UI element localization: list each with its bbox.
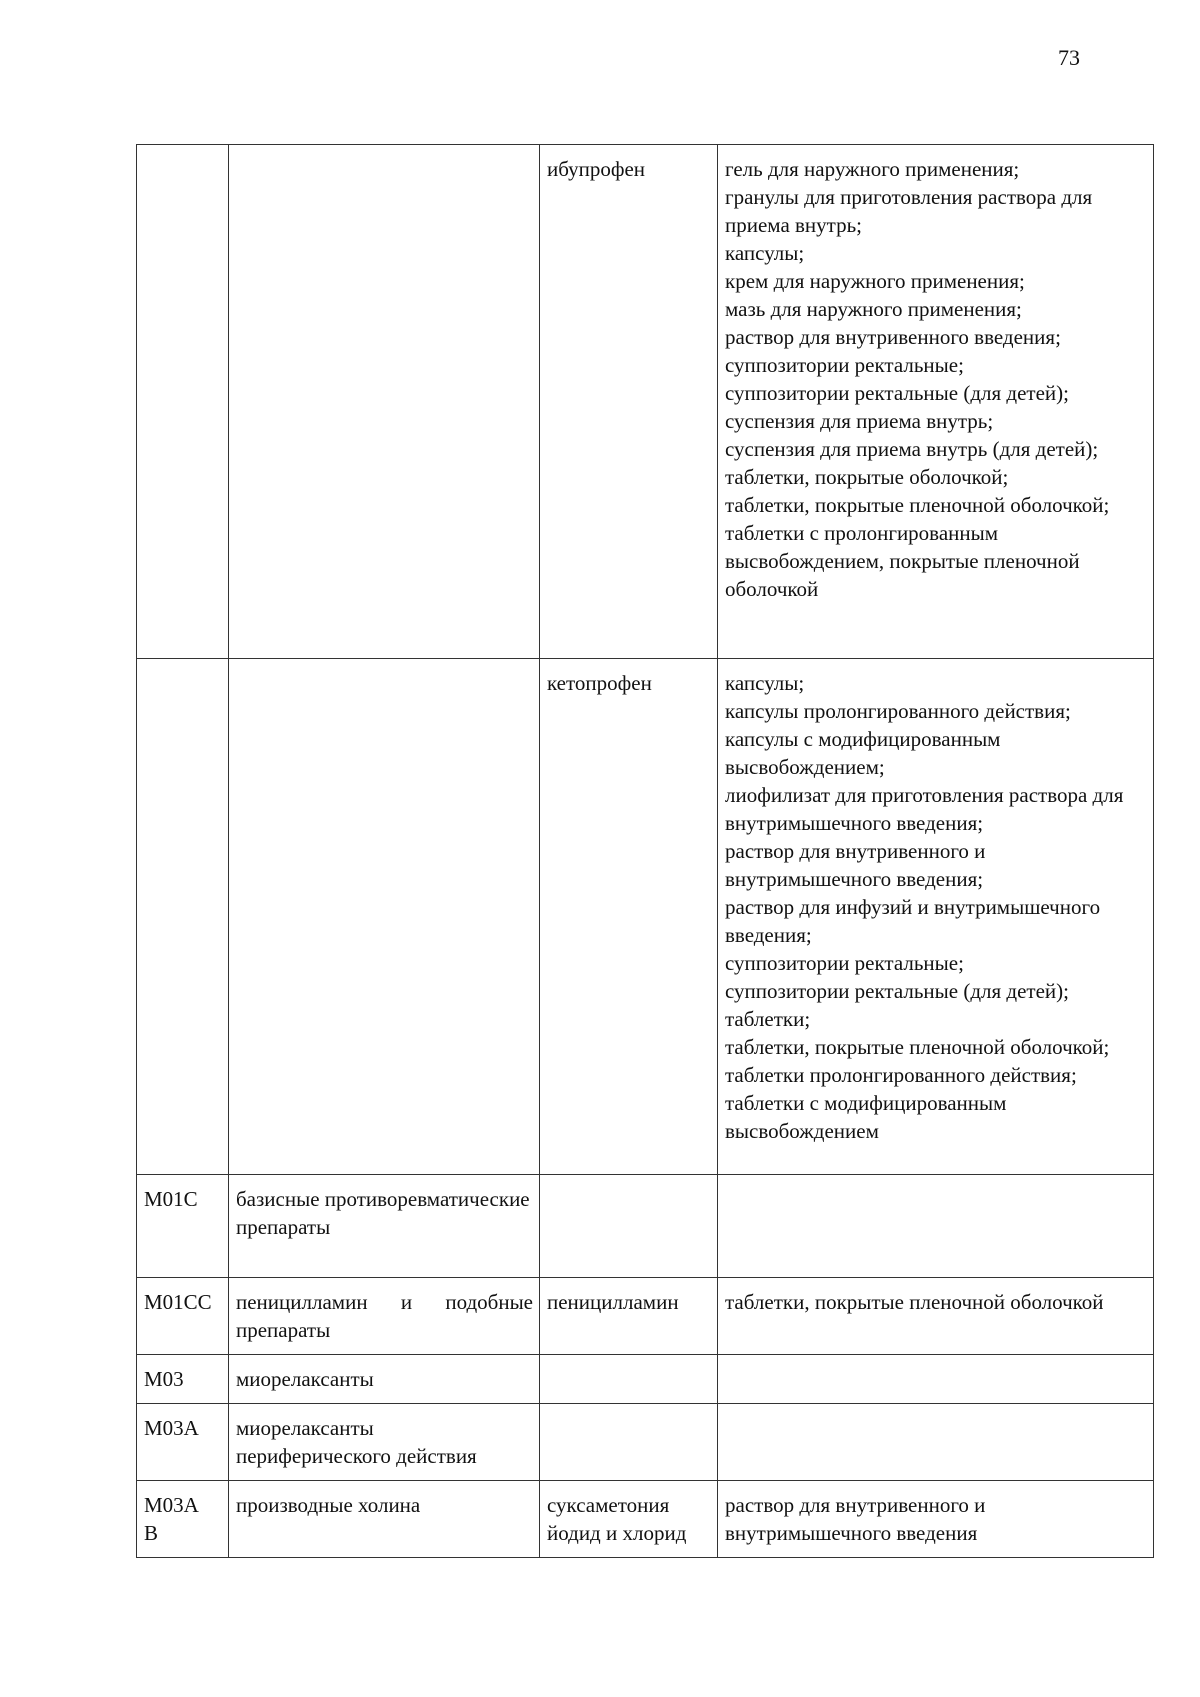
atc-code-cell: M01CC <box>137 1278 229 1355</box>
drug-name-cell <box>540 1175 718 1278</box>
group-last-line: препараты <box>236 1318 331 1342</box>
group-justified-line: пеницилламин и подобные <box>236 1290 533 1314</box>
table-row <box>137 659 1154 1175</box>
dosage-forms-cell: капсулы; капсулы пролонгированного действия; капсулы с модифицированным высвобождением; лиофилизат для приготовления раствора для внутримышечного введения; раствор для внутривенного и внутримышечного введения; раствор для инфузий и внутримышечного введения; суппозитории ректальные; суппозитории ректальные (для детей); таблетки; таблетки, покрытые пленочной оболочкой; таблетки пролонгированного действия; таблетки с модифицированным высвобождением <box>718 659 1154 1175</box>
table-row <box>137 1175 1154 1278</box>
table-row <box>137 1481 1154 1558</box>
drug-name-cell <box>540 1355 718 1404</box>
dosage-forms-cell <box>718 1404 1154 1481</box>
pharmacological-group-cell: производные холина <box>229 1481 540 1558</box>
table-row <box>137 1404 1154 1481</box>
drug-name-cell <box>540 1404 718 1481</box>
atc-code-cell: M03 <box>137 1355 229 1404</box>
drug-name-cell: кетопрофен <box>540 659 718 1175</box>
drug-name-cell: пеницилламин <box>540 1278 718 1355</box>
atc-code-cell: M01C <box>137 1175 229 1278</box>
atc-code-cell: M03A B <box>137 1481 229 1558</box>
table-row <box>137 145 1154 659</box>
dosage-forms-cell <box>718 1175 1154 1278</box>
dosage-forms-cell: таблетки, покрытые пленочной оболочкой <box>718 1278 1154 1355</box>
page-number: 73 <box>1058 45 1080 70</box>
table-row <box>137 1278 1154 1355</box>
pharmacological-group-cell: миорелаксанты <box>229 1355 540 1404</box>
atc-code-cell: M03A <box>137 1404 229 1481</box>
drug-name-cell: ибупрофен <box>540 145 718 659</box>
dosage-forms-cell <box>718 1355 1154 1404</box>
pharmacological-group-cell: миорелаксанты периферического действия <box>229 1404 540 1481</box>
table-row <box>137 1355 1154 1404</box>
atc-code-cell <box>137 659 229 1175</box>
pharmacological-group-cell: базисные противоревматические препараты <box>229 1175 540 1278</box>
drug-name-cell: суксаметония йодид и хлорид <box>540 1481 718 1558</box>
pharmacological-group-cell <box>229 145 540 659</box>
dosage-forms-cell: гель для наружного применения; гранулы для приготовления раствора для приема внутрь; капсулы; крем для наружного применения; мазь для наружного применения; раствор для внутривенного введения; суппозитории ректальные; суппозитории ректальные (для детей); суспензия для приема внутрь; суспензия для приема внутрь (для детей); таблетки, покрытые оболочкой; таблетки, покрытые пленочной оболочкой; таблетки с пролонгированным высвобождением, покрытые пленочной оболочкой <box>718 145 1154 659</box>
drug-list-table <box>136 144 1154 1558</box>
dosage-forms-cell: раствор для внутривенного и внутримышечного введения <box>718 1481 1154 1558</box>
atc-code-cell <box>137 145 229 659</box>
pharmacological-group-cell <box>229 659 540 1175</box>
pharmacological-group-cell <box>229 1278 540 1355</box>
